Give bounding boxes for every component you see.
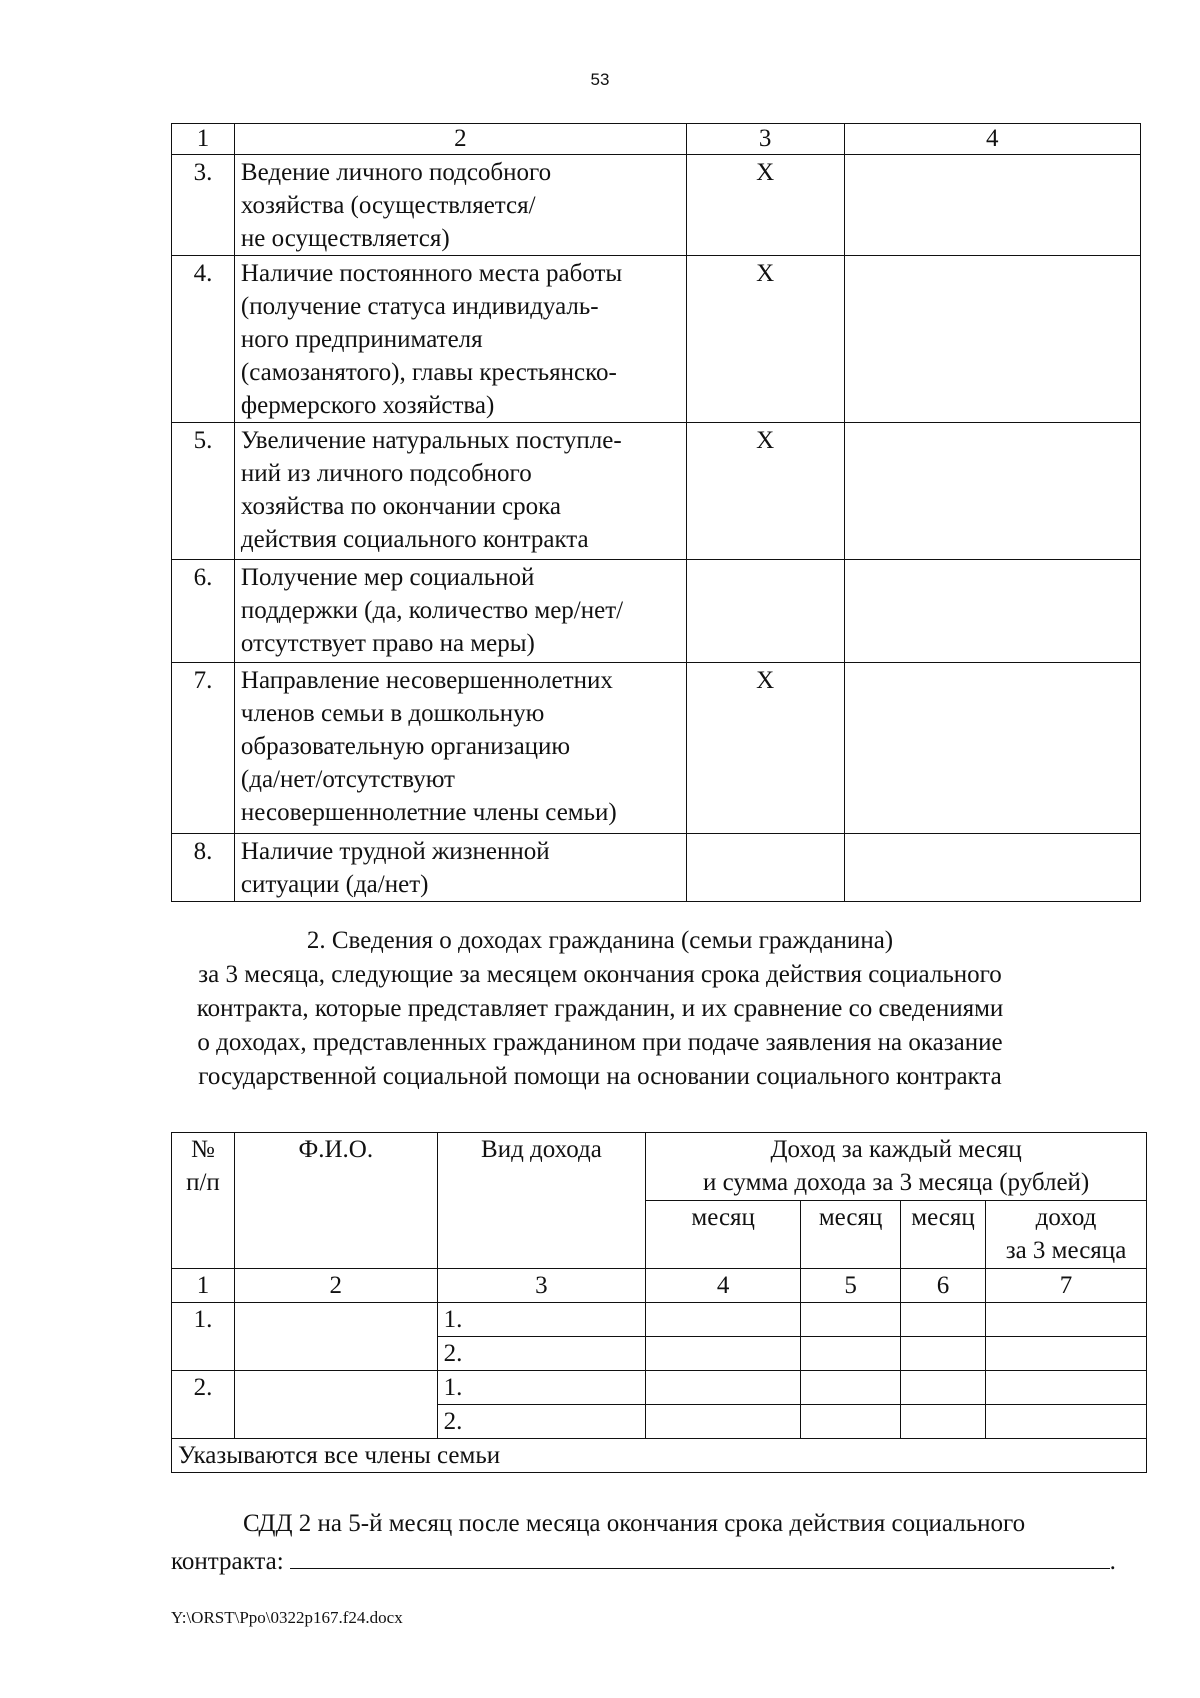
row-description: Направление несовершеннолетних членов семьи в дошкольную образовательную организацию (да/нет/отсутствуют несовершеннолетние члены семьи) bbox=[234, 663, 686, 834]
column-number: 7 bbox=[986, 1269, 1147, 1303]
row-mark: Х bbox=[686, 256, 844, 423]
table-row bbox=[172, 256, 1141, 423]
row-fio bbox=[234, 1371, 437, 1439]
income-table bbox=[171, 1132, 1147, 1473]
column-number: 3 bbox=[437, 1269, 646, 1303]
income-cell bbox=[986, 1371, 1147, 1405]
sdd-line-1: СДД 2 на 5-й месяц после месяца окончания срока действия социального bbox=[243, 1510, 1026, 1537]
income-cell bbox=[901, 1371, 986, 1405]
table-row bbox=[172, 423, 1141, 560]
row-description: Увеличение натуральных поступле- ний из личного подсобного хозяйства по окончании срока действия социального контракта bbox=[234, 423, 686, 560]
income-type-cell: 1. bbox=[437, 1371, 646, 1405]
income-type-cell: 2. bbox=[437, 1405, 646, 1439]
header-month-3: месяц bbox=[901, 1201, 986, 1269]
header-income-type: Вид дохода bbox=[437, 1133, 646, 1269]
row-description: Наличие постоянного места работы (получение статуса индивидуаль- ного предпринимателя (самозанятого), главы крестьянско- фермерского хозяйства) bbox=[234, 256, 686, 423]
row-mark bbox=[686, 560, 844, 663]
sdd-blank-field bbox=[290, 1542, 1110, 1569]
table-header-row bbox=[172, 1133, 1147, 1201]
income-cell bbox=[646, 1371, 801, 1405]
header-cell: 2 bbox=[234, 124, 686, 155]
header-month-2: месяц bbox=[801, 1201, 901, 1269]
income-cell bbox=[801, 1303, 901, 1337]
table-row bbox=[172, 834, 1141, 902]
section-2-title: 2. Сведения о доходах гражданина (семьи гражданина) за 3 месяца, следующие за месяцем окончания срока действия социального контракта, которые представляет гражданин, и их сравнение со сведениями о доходах, представленных гражданином при подаче заявления на оказание государственной социальной помощи на основании социального контракта bbox=[196, 927, 1004, 1090]
income-cell bbox=[986, 1303, 1147, 1337]
sdd-label: контракта: bbox=[171, 1548, 284, 1575]
sdd-paragraph bbox=[171, 1506, 1147, 1580]
income-cell bbox=[646, 1337, 801, 1371]
header-cell: 3 bbox=[686, 124, 844, 155]
row-value bbox=[844, 423, 1140, 560]
table-row bbox=[172, 560, 1141, 663]
column-number: 4 bbox=[646, 1269, 801, 1303]
row-number: 6. bbox=[172, 560, 235, 663]
column-number: 2 bbox=[234, 1269, 437, 1303]
table-header-row bbox=[172, 124, 1141, 155]
income-cell bbox=[801, 1371, 901, 1405]
page-number: 53 bbox=[590, 70, 610, 89]
income-cell bbox=[646, 1405, 801, 1439]
row-value bbox=[844, 663, 1140, 834]
row-number: 7. bbox=[172, 663, 235, 834]
row-value bbox=[844, 155, 1140, 256]
income-cell bbox=[901, 1337, 986, 1371]
row-number: 4. bbox=[172, 256, 235, 423]
sdd-line-2 bbox=[171, 1542, 1147, 1580]
row-value bbox=[844, 256, 1140, 423]
column-number: 6 bbox=[901, 1269, 986, 1303]
row-mark: Х bbox=[686, 423, 844, 560]
income-cell bbox=[801, 1337, 901, 1371]
header-month-1: месяц bbox=[646, 1201, 801, 1269]
table-row bbox=[172, 155, 1141, 256]
column-number: 5 bbox=[801, 1269, 901, 1303]
header-num: № п/п bbox=[172, 1133, 235, 1269]
income-cell bbox=[901, 1405, 986, 1439]
income-type-cell: 1. bbox=[437, 1303, 646, 1337]
row-number: 3. bbox=[172, 155, 235, 256]
criteria-table bbox=[171, 123, 1141, 902]
row-description: Ведение личного подсобного хозяйства (осуществляется/ не осуществляется) bbox=[234, 155, 686, 256]
header-fio: Ф.И.О. bbox=[234, 1133, 437, 1269]
table-note: Указываются все члены семьи bbox=[172, 1439, 1147, 1473]
header-cell: 1 bbox=[172, 124, 235, 155]
row-description: Получение мер социальной поддержки (да, количество мер/нет/ отсутствует право на меры) bbox=[234, 560, 686, 663]
row-mark: Х bbox=[686, 663, 844, 834]
row-value bbox=[844, 560, 1140, 663]
header-income: Доход за каждый месяц и сумма дохода за 3 месяца (рублей) bbox=[646, 1133, 1147, 1201]
row-number: 8. bbox=[172, 834, 235, 902]
row-value bbox=[844, 834, 1140, 902]
table-row bbox=[172, 1371, 1147, 1405]
table-note-row bbox=[172, 1439, 1147, 1473]
income-cell bbox=[986, 1337, 1147, 1371]
income-type-cell: 2. bbox=[437, 1337, 646, 1371]
footer-file-path: Y:\ORST\Ppo\0322p167.f24.docx bbox=[171, 1608, 403, 1627]
table-row bbox=[172, 663, 1141, 834]
income-cell bbox=[901, 1303, 986, 1337]
row-fio bbox=[234, 1303, 437, 1371]
row-number: 5. bbox=[172, 423, 235, 560]
column-number: 1 bbox=[172, 1269, 235, 1303]
sdd-end: . bbox=[1109, 1548, 1116, 1575]
row-number: 2. bbox=[172, 1371, 235, 1439]
income-cell bbox=[986, 1405, 1147, 1439]
row-mark bbox=[686, 834, 844, 902]
row-number: 1. bbox=[172, 1303, 235, 1371]
row-mark: Х bbox=[686, 155, 844, 256]
row-description: Наличие трудной жизненной ситуации (да/нет) bbox=[234, 834, 686, 902]
column-number-row bbox=[172, 1269, 1147, 1303]
header-total: доход за 3 месяца bbox=[986, 1201, 1147, 1269]
income-cell bbox=[646, 1303, 801, 1337]
income-cell bbox=[801, 1405, 901, 1439]
header-cell: 4 bbox=[844, 124, 1140, 155]
table-row bbox=[172, 1303, 1147, 1337]
